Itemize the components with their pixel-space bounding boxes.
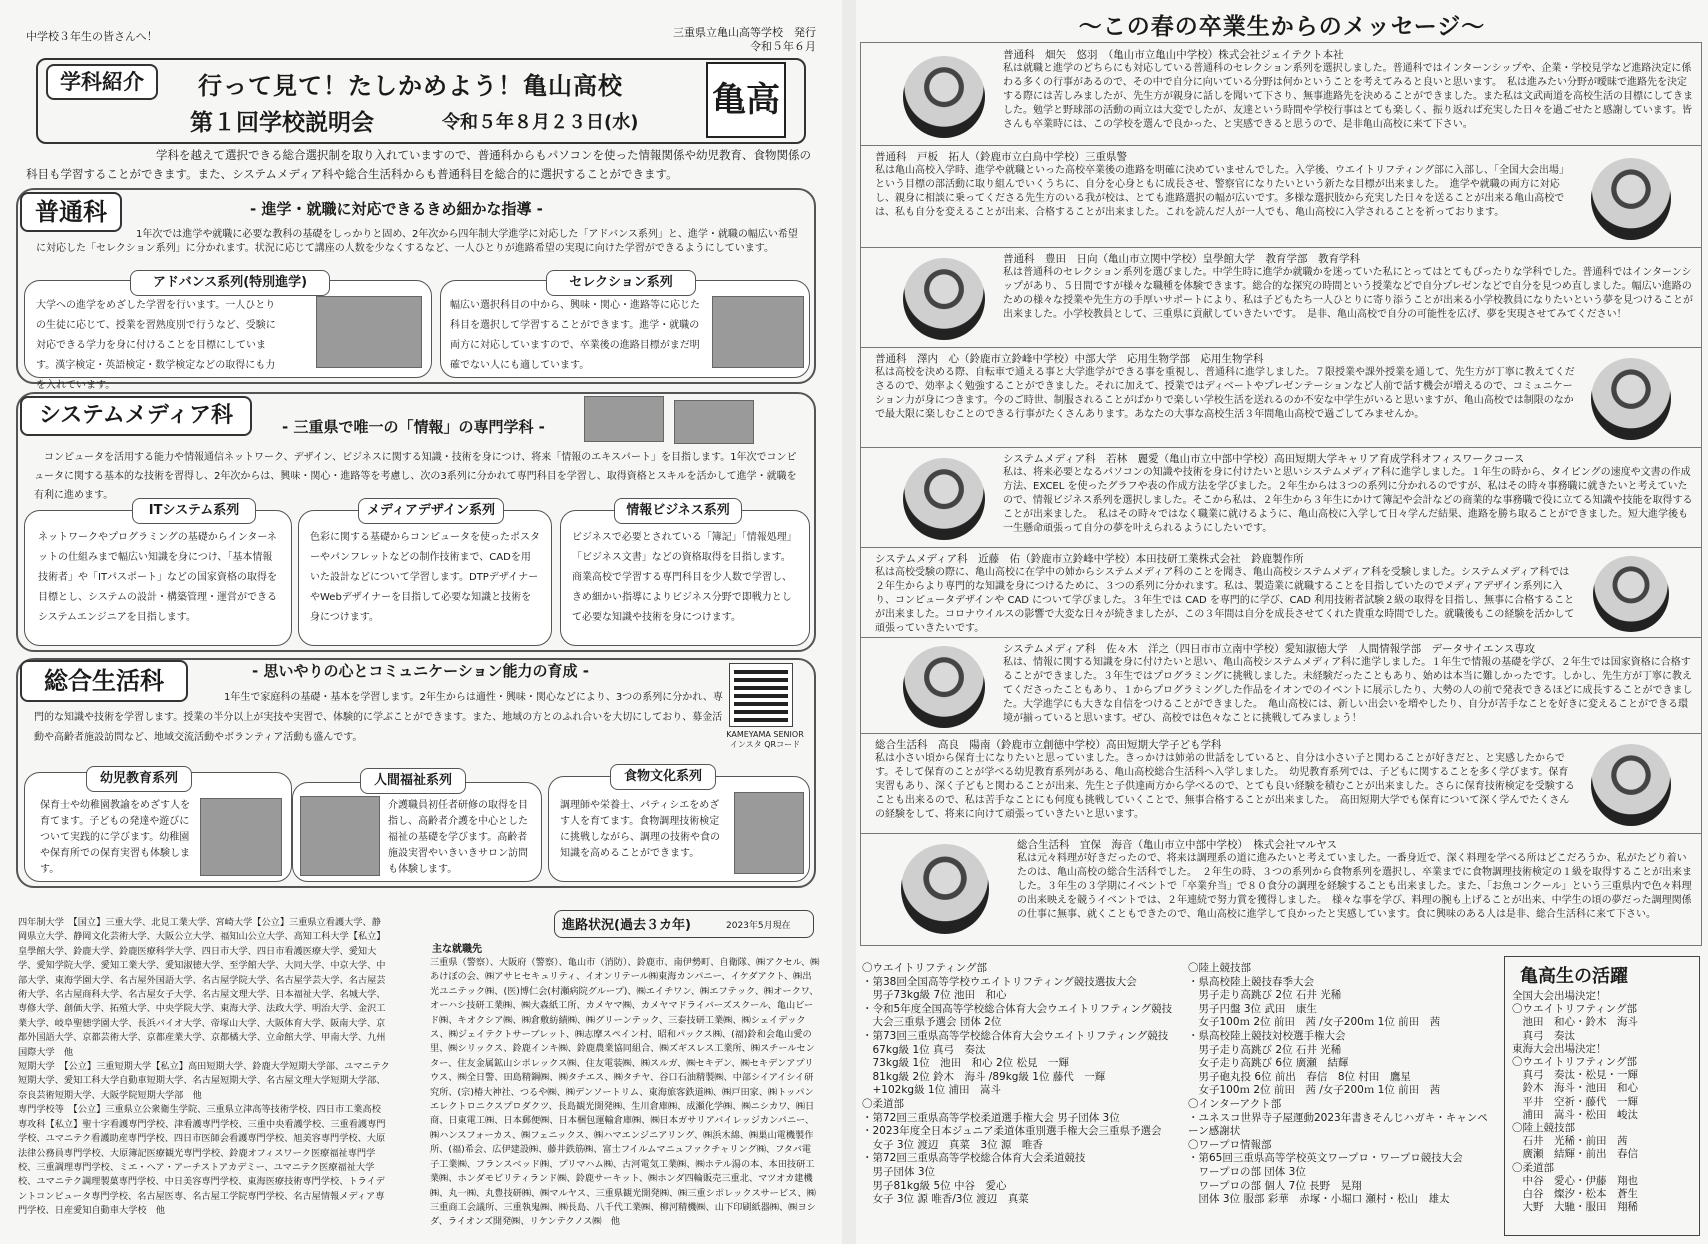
biz-text: ビジネスで必要とされている「簿記」「情報処理」「ビジネス文書」などの資格取得を目指します。商業高校で学習する専門科目を少人数で学習し、きめ細かい指導によりビジネス分野で即戦力として必要な知識や技術を身につけます。 [572,532,797,623]
selection-label: セレクション系列 [546,270,696,296]
biz-label: 情報ビジネス系列 [614,498,742,524]
publisher: 三重県立亀山高等学校 発行 [673,26,816,39]
graduate-photo [1591,158,1671,240]
jobs-title: 主な就職先 [432,944,482,955]
graduate-photo [1591,358,1671,440]
graduate-photo [901,844,989,934]
selection-photo [712,296,804,368]
message-entry [861,834,1701,946]
university-list: 四年制大学 【国立】三重大学、北見工業大学、宮崎大学【公立】三重県立看護大学、静岡県立大学、静岡文化芸術大学、大阪公立大学、福知山公立大学、高知工科大学【私立】皇學館大学、鈴鹿大学、鈴鹿医療科学大学、四日市大学、四日市看護医療大学、愛知大学、愛知学院大学、愛知工業大学、愛知淑徳大学、至学館大学、大同大学、中京大学、中部大学、東海学園大学、名古屋外国語大学、名古屋学院大学、名古屋学芸大学、名古屋芸術大学、名古屋商科大学、名古屋女子大学、名古屋文理大学、日本福祉大学、名城大学、専修大学、創価大学、拓殖大学、中央学院大学、東海大学、法政大学、明治大学、金沢工業大学、岐阜聖徳学園大学、長浜バイオ大学、帝塚山大学、大阪体育大学、阪南大学、京都外国語大学、京都芸術大学、京都産業大学、京都橘大学、立命館大学、甲南大学、九州国際大学 他 短期大学 【公立】三重短期大学【私立】高田短期大学、鈴鹿大学短期大学部、ユマニテク短期大学、愛知工科大学自動車短期大学、名古屋短期大学、名古屋文理大学短期大学部、奈良芸術短期大学、大阪学院短期大学部 他 専門学校等 【公立】三重県立公衆衛生学院、三重県立津高等技術学校、四日市工業高校専攻科【私立】聖十字看護専門学校、津看護専門学校、三重中央看護学校、三重看護専門学校、ユマニテク看護助産専門学校、四日市医師会看護専門学校、旭美容専門学校、大原法律公務員専門学校、大原簿記医療観光専門学校、鈴鹿オフィスワーク医療福祉専門学校、三重調理専門学校、ミエ・ヘア・アーチストアカデミー、ユマニテク医療福祉大学校、ユマニテク調理製菓専門学校、中日美容専門学校、東海医療技術専門学校、トライデントコンピュータ専門学校、名古屋医専、名古屋工学院専門学校、名古屋情報メディア専門学校、日産愛知自動車大学校 他 [18,917,390,1217]
message-text: 私は就職と進学のどちらにも対応している普通科のセレクション系列を選択しました。普通科ではインターンシップや、企業・学校見学など進路決定に係わる多くの行事があるので、その中で自分に向いている分野は何かということを考えてみると良いと思います。 私は進みたい分野が曖昧で進路先を決定する際には苦しみましたが、先生方が親身に話しを聞いて下さり、無事進路先を決めることができました。また私は文武両道を高校生活の目標にしてきました。勉学と野球部の活動の両立は大変でしたが、友達という時間や学校行事はとても楽しく、振り返れば充実した日々を過ごせたと感謝しています。皆さんも卒業時には、この学校を選んで良かった、と実感できると思うので、是非亀山高校に来て下さい。 [1003,63,1693,130]
message-header: 総合生活科 高良 陽南（鈴鹿市立創徳中学校）高田短期大学子ども学科 [875,739,1222,751]
media-text: 色彩に関する基礎からコンピュータを使ったポスターやパンフレットなどの制作技術まで、CADを用いた設計などについて学習します。DTPデザイナーやWebデザイナーを目指して必要な知識と技術を身につけます。 [310,532,540,623]
message-entry [861,146,1701,248]
clubs-column-1: 〇ウエイトリフティング部 ・第38回全国高等学校ウエイトリフティング競技選抜大会 男子73kg級 7位 池田 和心 ・令和5年度全国高等学校総合体育大会ウエイトリフティング競技 大会三重県予選会 団体 2位 ・第73回三重県高等学校総合体育大会ウエイトリフティング競技 67kg級 1位 真弓 奏汰 73kg級 1位 池田 和心 2位 松見 一輝 81kg級 2位 鈴木 海斗 /89kg級 1位 藤代 一輝 +102kg級 1位 浦田 嵩斗 〇柔道部 ・第72回三重県高等学校柔道選手権大会 男子団体 3位 ・2023年度全日本ジュニア柔道体重別選手権大会三重県予選会 女子 3位 渡辺 真菜 3位 源 唯香 ・第72回三重県高等学校総合体育大会柔道競技 男子団体 3位 男子81kg級 5位 中谷 愛心 女子 3位 源 唯香/3位 渡辺 真菜 [862,962,1173,1206]
page-title: 行って見て！たしかめよう！亀山高校 [198,72,623,100]
graduate-photo [1591,744,1671,826]
right-page [856,0,1708,1244]
message-entry [861,638,1701,734]
message-text: 私は高校を決める際、自転車で通える事と大学進学ができる事を重視し、普通科に進学しました。７限授業や課外授業を通して、先生方が丁寧に教えてくださるので、効率よく勉強することができました。それに加えて、授業ではディベートやプレゼンテーションなど人前で話す機会が増えるので、コミュニケーション力が身につきます。今のご時世、制服されることがばかりで楽しい学校生活を送れるのか不安な中学生がいると思いますが、亀山高校では制限のなかで最大限に楽しむことのできる行事がたくさんあります。あなたの大事な高校生活３年間亀山高校で過ごしてみませんか。 [875,367,1575,420]
youji-photo [200,798,282,876]
message-entry [861,448,1701,548]
katsuyaku-body: 全国大会出場決定！ 〇ウエイトリフティング部 池田 和心・鈴木 海斗 真弓 奏汰 東海大会出場決定！ 〇ウエイトリフティング部 真弓 奏汰・松見・一輝 鈴木 海斗・池田 和心 平井 空祈・藤代 一輝 浦田 嵩斗・松田 峻汰 〇陸上競技部 石井 光稀・前田 茜 廣瀬 結輝・前出 春信 〇柔道部 中谷 愛心・伊藤 翔也 白谷 燦汐・松本 蒼生 大野 大馳・服田 翔稀 [1512,990,1638,1214]
sogo-desc: 1年生で家庭科の基礎・基本を学習します。2年生からは適性・興味・関心などにより、3つの系列に分かれ、専門的な知識や技術を学習します。授業の半分以上が実技や実習で、体験的に学ぶことができます。また、地域の方とのふれ合いを大切にしており、募金活動や高齢者施設訪問など、地域交流活動やボランティア活動も盛んです。 [34,692,723,743]
qr-label: KAMEYAMA SENIOR インスタ QRコード [726,730,804,749]
message-header: システムメディア科 近藤 佑（鈴鹿市立鈴峰中学校）本田技研工業株式会社 鈴鹿製作所 [875,553,1304,565]
system-photo-1 [584,396,664,442]
event-title: 第１回学校説明会 [190,110,374,136]
message-entry [861,248,1701,348]
school-logo: 亀高 [706,62,786,138]
career-date: 2023年5月現在 [726,921,791,931]
system-slogan: - 三重県で唯一の「情報」の専門学科 - [282,418,545,436]
graduate-photo [1593,556,1669,632]
message-text: 私は、将来必要となるパソコンの知識や技術を身に付けたいと思いシステムメディア科に進学しました。１年生の時から、タイピングの速度や文書の作成方法、EXCEL を使ったグラフや表の作成方法を学びました。２年生からは３つの系列に分かれるのですが、私はその時々事務職に就きたいと考えていたので、情報ビジネス系列を選択しました。そこから私は、２年生から３年生にかけて簿記や会計などの商業的な事務職で役に立てる知識や技能を取得することが出来ました。 私はその時々ではなく職業に就けるように、亀山高校に入学して日々学んだ結果、進路を勝ち取ることができました。短大進学後も一生懸命頑張って自分の夢を叶えられるようにしたいです。 [1003,467,1693,534]
message-header: システムメディア科 若林 麗愛（亀山市立中部中学校）高田短期大学キャリア育成学科オフィスワークコース [1003,453,1525,465]
header-note: 中学校３年生の皆さんへ！ [26,30,158,43]
it-text: ネットワークやプログラミングの基礎からインターネットの仕組みまで幅広い知識を身につけ、「基本情報技術者」や「ITパスポート」などの国家資格の取得を目標とし、システムの設計・構築管理・運営ができるシステムエンジニアを目指します。 [38,532,278,623]
message-text: 私は高校受験の際に、亀山高校に在学中の姉からシステムメディア科のことを聞き、亀山高校システムメディア科を受験しました。システムメディア科では２年生からより専門的な知識を身につけるために、３つの系列に分かれます。私は、製造業に就職することを目指していたのでメディアデザイン系列に入り、コンピュータデザインや CAD について学びました。３年生では CAD を専門的に学び、CAD 利用技術者試験２級の取得を目指し、無事に合格することが出来ました。コロナウイルスの影響で大変な日々が続きましたが、この３年間は自分を成長させてくれた貴重な時間でした。就職後もこの経験を活かして頑張っていきたいです。 [875,567,1575,634]
message-entry [861,548,1701,638]
message-header: 普通科 澤内 心（鈴鹿市立鈴峰中学校）中部大学 応用生物学部 応用生物学科 [875,353,1264,365]
shoku-photo [734,792,804,874]
jobs-list: 三重県（警察）、大阪府（警察）、亀山市（消防）、鈴鹿市、南伊勢町、自衛隊、㈱アクセル、㈱あけぼの会、㈱アサヒセキュリティ、イオンリテール㈱東海カンパニー、イケダアクト、㈱出光ユニテック㈱、(医)博仁会(村瀬病院グループ)、㈱エイチワン、㈱エフテック、㈱オークワ、オーハシ技研工業㈱、㈱大森紙工所、カメヤマ㈱、カメヤマドライバーズスクール、亀山ビード㈱、キオクシア㈱、㈱倉敷紡績㈱、㈱グリーンテック、三泰技研工業㈱、㈱シェイデックス、㈱ジェイテクトサーブレット、㈱志摩スペイン村、昭和パックス㈱、(福)鈴和会亀山愛の里、㈱シリックス、鈴鹿インキ㈱、鈴鹿農業協同組合、㈱ズギスレス工業所、㈱スチールセンター、住友金属鉱山シポレックス㈱、住友電装㈱、㈱スルガ、㈱セキデン、㈱セキデンアプリウス、㈱全日警、田島精鋼㈱、㈱タチエス、㈱タチヤ、谷口石油精製㈱、中部シイアイシイ研究所、(宗)椿大神社、つるや㈱、㈱デンソートリム、東海旅客鉄道㈱、㈱戸田家、㈱トッパンエレクトロニクスプロダクツ、長島観光開発㈱、生川倉庫㈱、成瀬化学㈱、㈱ニシカワ、㈱日商、日東電工㈱、日本郵便㈱、日本梱包運輸倉庫㈱、㈱日本ガサリアバイレッジカンパニー、㈱ハンスフォーカス、㈱フェニックス、㈱ハマエンジニアリング、㈱浜木綿、㈱巣山電機製作所、(福)希会、広伊建設㈱、藤井鉄筋㈱、富士フイルムマニュファクチャリング㈱、フタバ電子工業㈱、フランスベッド㈱、プリマハム㈱、古河電気工業㈱、㈱ホテル湯の本、本田技研工業㈱、ホンダモビリティランド㈱、鈴鹿サーキット、㈱ホンダ四輪販売三重北、マツオカ建機㈱、丸一㈱、丸豊技研㈱、㈱マルヤス、三重県観光開発㈱、㈱三重シポレックスサービス、㈱三重商工会議所、三重執鬼㈱、㈱長島、八千代工業㈱、柳河精機㈱、山下印刷紙器㈱、㈱ヨシダ、ライオンズ開発㈱、リケンテクノス㈱ 他 [430,957,820,1228]
system-desc: コンピュータを活用する能力や情報通信ネットワーク、デザイン、ビジネスに関する知識・技術を身につけ、将来「情報のエキスパート」を目指します。1年次でコンピュータに関する基本的な技術を習得し、2年次からは、興味・関心・進路等を考慮し、次の3系列に分かれて専門科目を学習し、取得資格とスキルを活かして進学・就職を有利に進めます。 [34,452,797,501]
message-text: 私は元々料理が好きだったので、将来は調理系の道に進みたいと考えていました。一番身近で、深く料理を学べる所はどこだろうか、私がたどり着いたのは、亀山高校の総合生活科でした。 ２年生の時、３つの系列から食物系列を選択し、卒業までに食物調理技術検定の１級を取得することが出来ました。３年生の３学期にイベントで「卒業弁当」で８０食分の調理を経験することも出来ました。また、「お魚コンクール」という三重県内で色々料理の出来映えを競うイベントでは、２年連続で努力賞を獲得しました。 様々な事を学び、料理の腕も上げることが出来、中学生の頃の夢だった調理関係の仕事に無事、就くこともできたので、亀山高校に進学して良かったと実感しています。食に興味のある人は是非、総合生活科に来て下さい。 [1017,853,1692,920]
message-entry [861,44,1701,146]
messages-heading: 〜この春の卒業生からのメッセージ〜 [1078,14,1486,40]
message-entry [861,348,1701,448]
system-photo-2 [674,400,754,444]
selection-text: 幅広い選択科目の中から、興味・関心・進路等に応じた科目を選択して学習することができます。進学・就職の両方に対応していますので、卒業後の進路目標がまだ明確でない人にも適しています。 [450,300,700,371]
futsu-slogan: - 進学・就職に対応できるきめ細かな指導 - [250,200,543,218]
message-text: 私は、情報に関する知識を身に付けたいと思い、亀山高校システムメディア科に進学しました。１年生で情報の基礎を学び、２年生では国家資格に合格することができました。３年生ではプログラミングに挑戦しました。未経験だったこともあり、始めは本当に難しかったです。しかし、先生方が丁寧に教えてくださったこともあり、１からプログラミングした作品をイオンでのイベントに展示したり、大勢の人の前で発表できるほどに成長することができました。大学進学にも大きな自信をつけることができました。 亀山高校には、新しい出会いを増やしたり、自分が苦手なことを好きに変えることができる環境が揃っていると思います。ぜひ、高校では色々なことに挑戦してみましょう！ [1003,657,1693,724]
section-badge: 学科紹介 [46,64,158,100]
publisher-block [673,26,816,54]
message-header: 総合生活科 宜保 海音（亀山市立中部中学校） 株式会社マルヤス [1017,839,1338,851]
graduate-photo [903,258,985,340]
shoku-text: 調理師や栄養士、パティシエをめざす人を育てます。食物調理技術検定に挑戦しながら、調理の技術や食の知識を高めることができます。 [560,800,720,859]
message-header: 普通科 畑矢 悠羽 （亀山市立亀山中学校）株式会社ジェイテクト本社 [1003,49,1344,61]
event-date: 令和５年８月２３日(水) [442,112,639,133]
message-header: 普通科 戸板 拓人（鈴鹿市立白鳥中学校）三重県警 [875,151,1127,163]
fukushi-photo [300,796,380,876]
graduate-photo [903,56,985,138]
message-header: システムメディア科 佐々木 洋之（四日市市立南中学校）愛知淑徳大学 人間情報学部 データサイエンス専攻 [1003,643,1536,655]
advance-photo [316,296,422,368]
message-entry [861,734,1701,834]
message-text: 私は亀山高校入学時、進学や就職といった高校卒業後の進路を明確に決めていませんでした。入学後、ウエイトリフティング部に入部し、「全国大会出場」という目標の部活動に取り組んでいくうちに、自分を心身ともに成長させ、警察官になりたいという新たな目標が出来ました。 進学や就職の両方に対応し、親身に相談に乗ってくださる先生方のいる我が校は、とても進路選択の幅が広いです。多様な選択肢から充実した日々を送ることが出来る亀山高校では、私も自分を変えることが出来、合格することが出来ました。これを読んだ人が一人でも、亀山高校に入学されることを祈っております。 [875,165,1569,218]
intro-text: 学科を越えて選択できる総合選択制を取り入れていますので、普通科からもパソコンを使った情報関係や幼児教育、食物関係の科目も学習することができます。また、システムメディア科や総合生活科からも普通科目を総合的に選択することができます。 [26,148,812,181]
shoku-label: 食物文化系列 [610,764,716,790]
message-text: 私は普通科のセレクション系列を選びました。中学生時に進学か就職かを迷っていた私にとってはとてもぴったりな学科でした。普通科ではインターンシップがあり、５日間ですが様々な職種を体験できます。総合的な探究の時間という授業などで自分プレゼンなどで自分を見つめ直しました。幅広い進路のための様々な授業や先生方の手厚いサポートにより、私は子どもたち一人ひとりに寄り添うことが出来る小学校教員になりたいという夢を見つけることが出来ました。小学校教員として、三重県に貢献していきたいです。 是非、亀山高校で自分の可能性を広げ、夢を実現させてみてください！ [1003,267,1693,320]
clubs-column-2: 〇陸上競技部 ・県高校陸上競技春季大会 男子走り高跳び 2位 石井 光稀 男子円盤 3位 武田 康生 女子100ｍ 2位 前田 茜 /女子200ｍ 1位 前田 茜 ・県高校陸上競技対校選手権大会 男子走り高跳び 2位 石井 光稀 女子走り高跳び 6位 廣瀬 結輝 男子砲丸投 6位 前出 春信 8位 村田 鷹星 女子100ｍ 2位 前田 茜 /女子200ｍ 1位 前田 茜 〇インターアクト部 ・ユネスコ世界寺子屋運動2023年書きそんじハガキ・キャンペーン感謝状 〇ワープロ情報部 ・第65回三重県高等学校英文ワープロ・ワープロ競技大会 ワープロの部 団体 3位 ワープロの部 個人 7位 長野 晃翔 団体 3位 服部 彩華 赤塚・小堀口 瀬村・松山 雄太 [1188,962,1488,1206]
issue-date: 令和５年６月 [750,40,816,53]
left-page [0,0,842,1244]
sogo-badge: 総合生活科 [20,660,188,702]
advance-label: アドバンス系列(特別進学) [130,270,330,296]
it-label: ITシステム系列 [132,498,256,524]
message-text: 私は小さい頃から保育士になりたいと思っていました。きっかけは姉弟の世話をしていると、自分は小さい子と関わることが好きだと、と実感したからです。そして保育のことが学べる幼児教育系列がある、亀山高校総合生活科へ入学しました。 幼児教育系列では、子どもに関することを多く学びます。保育実習もあり、深く子どもと関わることが出来、先生と子供達両方から学べるので、とても良い経験を積むことが出来ました。さらに保育技術検定を受験することも出来るので、私は苦手なことにも何度も挑戦していくことで、無事合格することが出来ました。 高田短期大学でも保育について深く学んでたくさんの経験をして、将来に向けて頑張っていきたいと思います。 [875,753,1575,820]
youji-label: 幼児教育系列 [86,766,192,792]
futsu-badge: 普通科 [20,192,122,232]
futsu-desc: 1年次では進学や就職に必要な教科の基礎をしっかりと固め、2年次から四年制大学進学に対応した「アドバンス系列」と、進学・就職の幅広い希望に対応した「セレクション系列」に分かれます。状況に応じて講座の人数を少なくするなど、一人ひとりが進路希望の実現に向けた学習ができるようにしています。 [36,229,798,254]
career-title: 進路状況(過去３カ年) [562,918,691,933]
media-label: メディアデザイン系列 [358,498,504,524]
instagram-qr-code[interactable] [730,664,792,726]
system-badge: システムメディア科 [20,396,252,436]
graduate-photo [903,458,985,540]
fukushi-label: 人間福祉系列 [360,768,466,794]
sogo-slogan: - 思いやりの心とコミュニケーション能力の育成 - [252,662,589,680]
message-header: 普通科 豊田 日向（亀山市立関中学校）皇學館大学 教育学部 教育学科 [1003,253,1360,265]
advance-text: 大学への進学をめざした学習を行います。一人ひとりの生徒に応じて、授業を習熟度別で行うなど、受験に対応できる学力を身に付けることを目標にしています。漢字検定・英語検定・数学検定などの取得にも力を入れています。 [36,300,276,391]
youji-text: 保育士や幼稚園教諭をめざす人を育てます。子どもの発達や遊びについて実践的に学びます。幼稚園や保育所での保育実習も体験します。 [40,800,190,875]
graduate-photo [903,646,985,728]
fukushi-text: 介護職員初任者研修の取得を目指し、高齢者介護を中心とした福祉の基礎を学びます。高齢者施設実習やいきいきサロン訪問も体験します。 [388,800,528,875]
katsuyaku-title: 亀高生の活躍 [1520,966,1628,987]
